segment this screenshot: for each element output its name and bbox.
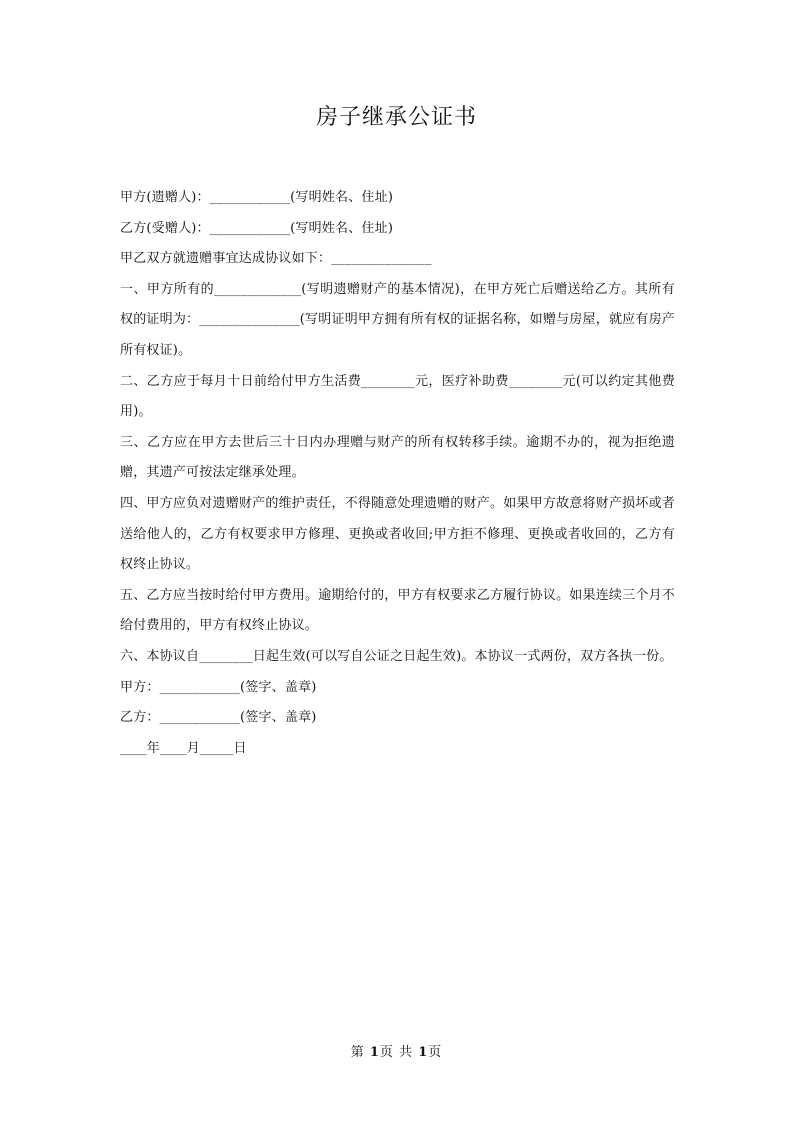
clause-5: 五、乙方应当按时给付甲方费用。逾期给付的，甲方有权要求乙方履行协议。如果连续三个月不给付费用的，甲方有权终止协议。 xyxy=(120,587,675,634)
footer-middle: 页 共 xyxy=(379,1045,419,1060)
document-body xyxy=(120,183,675,764)
footer-prefix: 第 xyxy=(350,1045,370,1060)
date-line: ____年____月_____日 xyxy=(120,740,247,756)
clause-2: 二、乙方应于每月十日前给付甲方生活费________元，医疗补助费________元(可以约定其他费用)。 xyxy=(120,373,675,420)
agreement-intro: 甲乙双方就遗赠事宜达成协议如下：_______________ xyxy=(120,251,432,267)
party-b-line: 乙方(受赠人)：____________(写明姓名、住址) xyxy=(120,220,394,236)
signature-party-b: 乙方：____________(签字、盖章) xyxy=(120,710,317,726)
clause-1: 一、甲方所有的_____________(写明遗赠财产的基本情况)，在甲方死亡后赠送给乙方。其所有权的证明为：_______________(写明证明甲方拥有所有权的证据名称，如赠与房屋，就应有房产所有权证)。 xyxy=(120,281,675,358)
clause-4: 四、甲方应负对遗赠财产的维护责任，不得随意处理遗赠的财产。如果甲方故意将财产损坏或者送给他人的，乙方有权要求甲方修理、更换或者收回;甲方拒不修理、更换或者收回的，乙方有权终止协议。 xyxy=(120,495,675,573)
signature-party-a: 甲方：____________(签字、盖章) xyxy=(120,679,317,695)
clause-3: 三、乙方应在甲方去世后三十日内办理赠与财产的所有权转移手续。逾期不办的，视为拒绝遗赠，其遗产可按法定继承处理。 xyxy=(120,434,675,481)
clause-6: 六、本协议自________日起生效(可以写自公证之日起生效)。本协议一式两份，双方各执一份。 xyxy=(120,648,673,664)
party-a-line: 甲方(遗赠人)：____________(写明姓名、住址) xyxy=(120,190,394,205)
footer-total-pages: 1 xyxy=(418,1045,429,1060)
footer-suffix: 页 xyxy=(428,1045,443,1060)
footer-page-number: 1 xyxy=(369,1045,380,1060)
document-title: 房子继承公证书 xyxy=(315,105,477,130)
page-footer xyxy=(0,1041,793,1060)
